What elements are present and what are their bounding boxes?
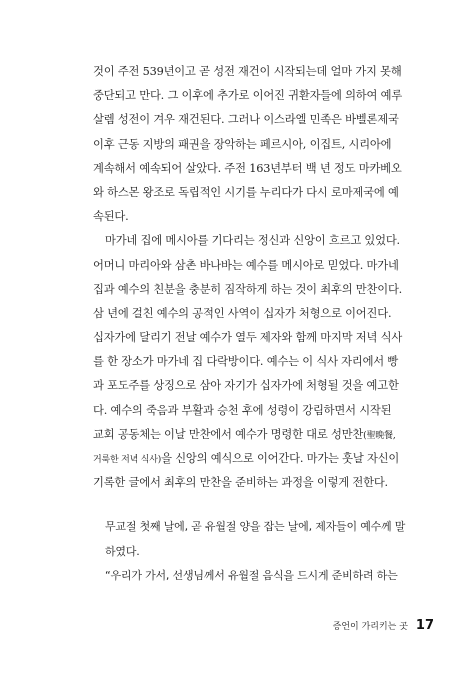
text-line [93,423,433,447]
text-line [93,447,433,471]
scripture-quote [105,515,435,589]
text-line: 살렘 성전이 겨우 재건된다. 그러나 이스라엘 민족은 바벨론제국 [93,113,399,127]
text-line: 삼 년에 걸친 예수의 공적인 사역이 십자가 처형으로 이어진다. [93,306,392,320]
quote-line: 하였다. [105,544,140,558]
text-line: 다. 예수의 죽음과 부활과 승천 후에 성령이 강림하면서 시작된 [93,403,392,417]
text-line: 집과 예수의 친분을 충분히 짐작하게 하는 것이 최후의 만찬이다. [93,282,403,296]
small-annotation: 거룩한 저녁 식사) [93,455,162,465]
body-text [93,60,433,495]
text-line: 와 하스몬 왕조로 독립적인 시기를 누리다가 다시 로마제국에 예 [93,185,399,199]
text-line: 것이 주전 539년이고 곧 성전 재건이 시작되는데 얼마 가지 못해 [93,65,402,78]
quote-line: 무교절 첫째 날에, 곧 유월절 양을 잡는 날에, 제자들이 예수께 말 [105,520,406,533]
text-line: 과 포도주를 상징으로 삼아 자기가 십자가에 처형될 것을 예고한 [93,379,399,393]
text-line: 를 한 장소가 마가네 집 다락방이다. 예수는 이 식사 자리에서 빵 [93,355,399,369]
text-line: 마가네 집에 메시아를 기다리는 정신과 신앙이 흐르고 있었다. [105,234,400,248]
text-line: 중단되고 만다. 그 이후에 추가로 이어진 귀환자들에 의하여 예루 [93,89,403,103]
text-segment: 교회 공동체는 이날 만찬에서 예수가 명령한 대로 성만찬 [93,427,364,441]
text-line: 속된다. [93,210,129,224]
text-line: 기록한 글에서 최후의 만찬을 준비하는 과정을 이렇게 전한다. [93,476,388,490]
page-footer [333,618,434,633]
page-number: 17 [415,618,434,633]
text-line: 십자가에 달리기 전날 예수가 열두 제자와 함께 마지막 저녁 식사 [93,331,403,345]
text-line: 어머니 마리아와 삼촌 바나바는 예수를 메시아로 믿었다. 마가네 [93,258,399,272]
hanja-annotation: (聖晩餐, [363,430,396,441]
text-segment: 을 신앙의 예식으로 이어간다. 마가는 훗날 자신이 [161,452,400,465]
text-line: 이후 근동 지방의 패권을 장악하는 페르시아, 이집트, 시리아에 [93,137,392,151]
running-title: 증언이 가리키는 곳 [332,622,408,632]
text-line: 계속해서 예속되어 살았다. 주전 163년부터 백 년 정도 마카베오 [93,161,402,175]
quote-line: “우리가 가서, 선생님께서 유월절 음식을 드시게 준비하려 하는 [105,569,398,582]
